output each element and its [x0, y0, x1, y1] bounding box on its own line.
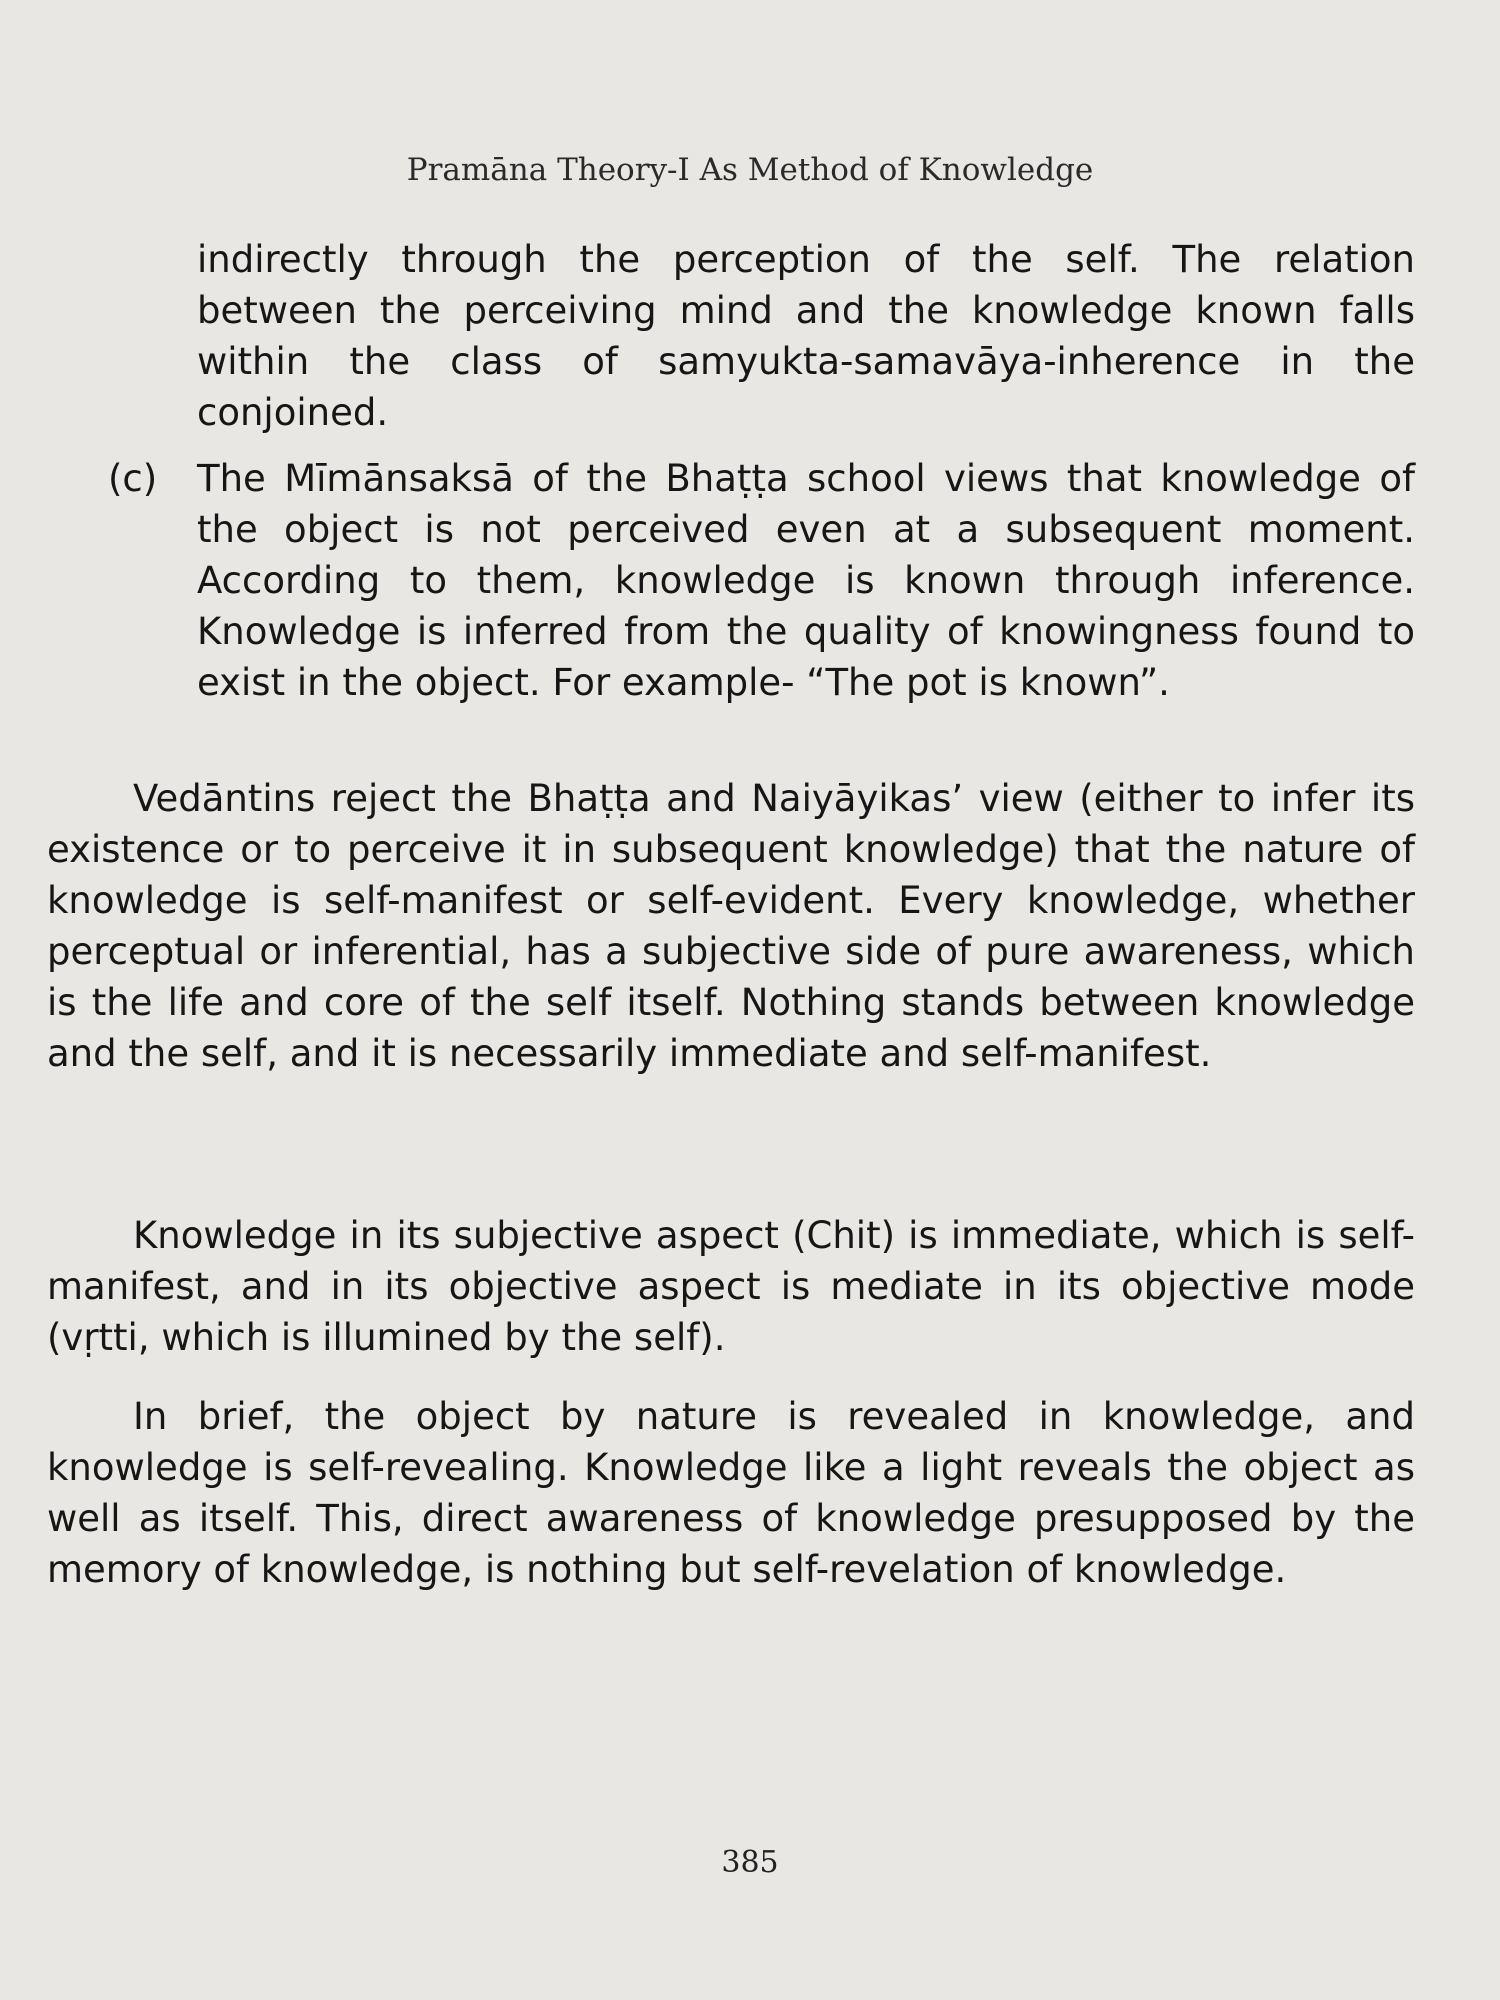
- list-item-continuation: indirectly through the perception of the self. The relation between the perceiving mind and the knowledge known falls within the class of samyukta-samavāya-inherence in the conjoined.: [197, 238, 1415, 434]
- page-number: 385: [721, 1845, 779, 1880]
- paragraph: In brief, the object by nature is revealed in knowledge, and knowledge is self-revealing. Knowledge like a light reveals the object as well as itself. This, direct awareness of knowledge presupposed by the memory of knowledge, is nothing but self-revelation of knowledge.: [47, 1395, 1415, 1591]
- list-item-text: The Mīmānsaksā of the Bhaṭṭa school views that knowledge of the object is not perceived even at a subsequent moment. According to them, knowledge is known through inference. Knowledge is inferred from the quality of knowingness found to exist in the object. For example- “The pot is known”.: [197, 457, 1415, 704]
- list-marker: (c): [108, 457, 158, 500]
- paragraph: Vedāntins reject the Bhaṭṭa and Naiyāyikas’ view (either to infer its existence or to perceive it in subsequent knowledge) that the nature of knowledge is self-manifest or self-evident. Every knowledge, whether perceptual or inferential, has a subjective side of pure awareness, which is the life and core of the self itself. Nothing stands between knowledge and the self, and it is necessarily immediate and self-manifest.: [47, 777, 1415, 1075]
- paragraph: Knowledge in its subjective aspect (Chit) is immediate, which is self-manifest, and in its objective aspect is mediate in its objective mode (vṛtti, which is illumined by the self).: [47, 1214, 1415, 1359]
- running-head: Pramāna Theory-I As Method of Knowledge: [406, 152, 1094, 188]
